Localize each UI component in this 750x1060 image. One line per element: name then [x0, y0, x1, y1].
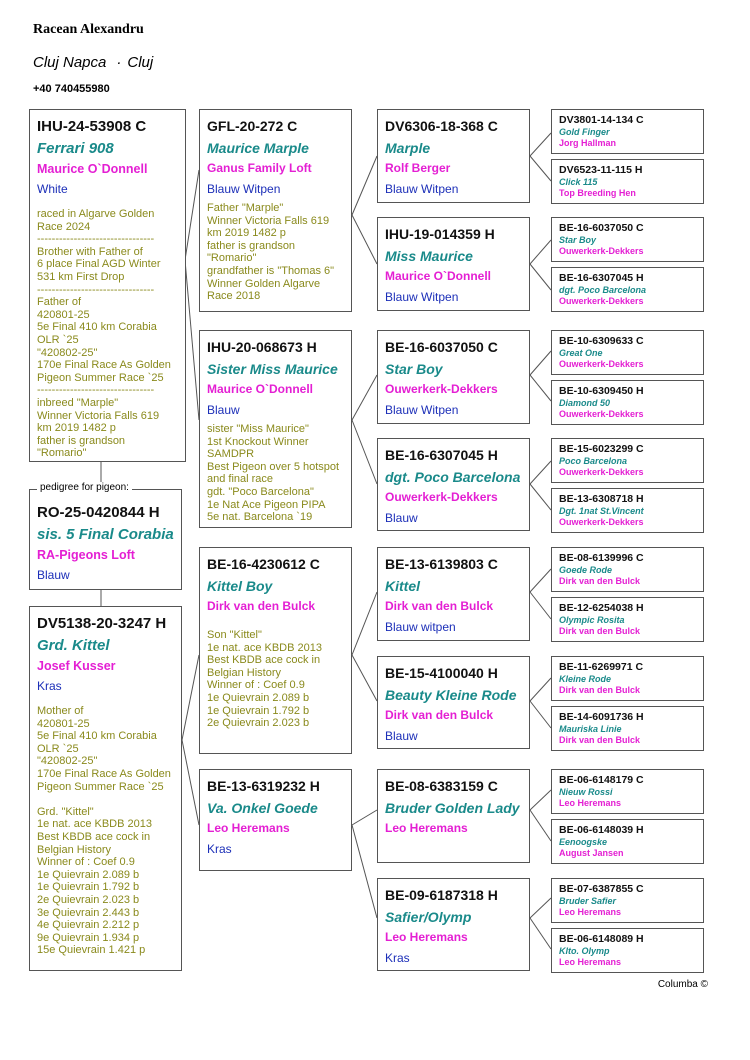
gg-ring: BE-15-4100040 H [385, 665, 498, 681]
grandparent-notes: sister "Miss Maurice" 1st Knockout Winner SAMDPR Best Pigeon over 5 hotspot and final race gdt. "Poco Barcelona" 1e Nat Ace Pigeon PIPA 5e nat. Barcelona `19 [207, 423, 340, 524]
great-grandparent-card[interactable] [377, 769, 530, 863]
connector-gp2-a [352, 375, 377, 420]
ggg-breeder: August Jansen [559, 848, 624, 858]
ggg-card[interactable] [551, 547, 704, 592]
father-breeder: Maurice O`Donnell [37, 162, 148, 176]
gg-ring: BE-13-6139803 C [385, 556, 498, 572]
ggg-name: Great One [559, 348, 603, 358]
ggg-breeder: Ouwerkerk-Dekkers [559, 467, 644, 477]
owner-phone: +40 740455980 [33, 83, 110, 95]
father-name: Ferrari 908 [37, 140, 114, 157]
copyright-footer: Columba © [657, 979, 708, 990]
ggg-ring: BE-06-6148089 H [559, 933, 644, 945]
great-grandparent-card[interactable] [377, 217, 530, 311]
mother-ring: DV5138-20-3247 H [37, 615, 167, 632]
connector-gg2-a [530, 240, 551, 264]
grandparent-color: Blauw Witpen [207, 182, 281, 196]
grandparent-color: Blauw [207, 403, 240, 417]
ggg-ring: BE-07-6387855 C [559, 883, 644, 895]
subject-breeder: RA-Pigeons Loft [37, 548, 135, 562]
ggg-ring: BE-12-6254038 H [559, 602, 644, 614]
ggg-breeder: Jorg Hallman [559, 138, 617, 148]
connector-gp4-a [352, 810, 377, 825]
ggg-card[interactable] [551, 819, 704, 864]
grandparent-ring: IHU-20-068673 H [207, 339, 317, 355]
gg-name: Marple [385, 140, 431, 156]
gg-ring: BE-09-6187318 H [385, 887, 498, 903]
ggg-card[interactable] [551, 488, 704, 533]
ggg-breeder: Leo Heremans [559, 957, 622, 967]
connector-gg2-b [530, 264, 551, 290]
ggg-card[interactable] [551, 597, 704, 642]
connector-gg3-b [530, 375, 551, 401]
location-separator: · [116, 54, 122, 71]
ggg-card[interactable] [551, 217, 704, 262]
ggg-ring: BE-13-6308718 H [559, 493, 644, 505]
grandparent-notes: Father "Marple" Winner Victoria Falls 619 km 2019 1482 p father is grandson "Romario" grandfather is "Thomas 6" Winner Golden Algarve Race 2018 [207, 202, 335, 303]
gg-color: Blauw [385, 511, 418, 525]
gg-name: Beauty Kleine Rode [385, 687, 517, 703]
great-grandparent-card[interactable] [377, 109, 530, 203]
gg-breeder: Dirk van den Bulck [385, 599, 494, 613]
connector-f-gf [185, 170, 199, 260]
gg-ring: BE-16-6037050 C [385, 339, 498, 355]
ggg-name: Star Boy [559, 235, 597, 245]
gg-name: Star Boy [385, 361, 443, 377]
great-grandparent-card[interactable] [377, 330, 530, 424]
mother-name: Grd. Kittel [37, 637, 110, 654]
gg-color: Blauw Witpen [385, 290, 459, 304]
ggg-breeder: Dirk van den Bulck [559, 685, 641, 695]
subject-card[interactable] [29, 489, 182, 590]
connector-gg5-a [530, 569, 551, 592]
ggg-ring: DV6523-11-115 H [559, 164, 643, 176]
gg-breeder: Maurice O`Donnell [385, 269, 492, 283]
subject-name: sis. 5 Final Corabia [37, 526, 174, 543]
grandparent-ring: BE-13-6319232 H [207, 778, 320, 794]
grandparent-card[interactable] [199, 769, 352, 871]
owner-name: Racean Alexandru [33, 22, 144, 37]
ggg-ring: BE-16-6037050 C [559, 222, 644, 234]
connector-gg6-b [530, 701, 551, 728]
ggg-ring: BE-06-6148039 H [559, 824, 644, 836]
connector-gp4-b [352, 825, 377, 918]
ggg-breeder: Ouwerkerk-Dekkers [559, 409, 644, 419]
father-card[interactable] [29, 109, 186, 462]
owner-city: Cluj Napca [33, 54, 107, 71]
ggg-name: Goede Rode [559, 565, 613, 575]
subject-ring: RO-25-0420844 H [37, 504, 160, 521]
ggg-breeder: Dirk van den Bulck [559, 626, 641, 636]
connector-gp3-b [352, 655, 377, 701]
ggg-ring: BE-11-6269971 C [559, 661, 644, 673]
connector-gg8-b [530, 918, 551, 949]
grandparent-name: Sister Miss Maurice [207, 361, 338, 377]
father-color: White [37, 182, 68, 196]
grandparent-breeder: Maurice O`Donnell [207, 382, 314, 396]
ggg-ring: BE-06-6148179 C [559, 774, 644, 786]
ggg-card[interactable] [551, 330, 704, 375]
gg-breeder: Ouwerkerk-Dekkers [385, 490, 498, 504]
mother-breeder: Josef Kusser [37, 659, 116, 673]
ggg-name: Gold Finger [559, 127, 610, 137]
grandparent-card[interactable] [199, 330, 352, 528]
ggg-name: Mauriska Linie [559, 724, 622, 734]
ggg-breeder: Leo Heremans [559, 907, 622, 917]
gg-color: Kras [385, 951, 410, 965]
ggg-name: Olympic Rosita [559, 615, 625, 625]
gg-breeder: Dirk van den Bulck [385, 708, 494, 722]
great-grandparent-card[interactable] [377, 878, 530, 971]
grandparent-card[interactable] [199, 109, 352, 312]
mother-notes: Mother of 420801-25 5e Final 410 km Corabia OLR `25 "420802-25" 170e Final Race As Golden Pigeon Summer Race `25 Grd. "Kittel" 1e nat. ace KBDB 2013 Best KBDB ace cock in Belgian History Winner of : Coef 0.9 1e Quievrain 2.089 b 1e Quievrain 1.792 b 2e Quievrain 2.023 b 3e Quievrain 2.443 b 4e Quievrain 2.212 p 9e Quievrain 1.934 p 15e Quievrain 1.421 p [37, 705, 171, 957]
grandparent-ring: GFL-20-272 C [207, 118, 298, 134]
grandparent-breeder: Leo Heremans [207, 821, 290, 835]
ggg-card[interactable] [551, 769, 704, 814]
subject-color: Blauw [37, 568, 70, 582]
ggg-name: Klto. Olymp [559, 946, 610, 956]
ggg-name: Click 115 [559, 177, 598, 187]
gg-breeder: Ouwerkerk-Dekkers [385, 382, 498, 396]
ggg-card[interactable] [551, 928, 704, 973]
ggg-breeder: Ouwerkerk-Dekkers [559, 517, 644, 527]
ggg-ring: BE-14-6091736 H [559, 711, 644, 723]
ggg-name: Eenoogske [559, 837, 608, 847]
grandparent-ring: BE-16-4230612 C [207, 556, 320, 572]
ggg-name: Poco Barcelona [559, 456, 628, 466]
connector-m-gm [182, 740, 199, 825]
ggg-name: dgt. Poco Barcelona [559, 285, 647, 295]
connector-gg7-a [530, 790, 551, 810]
great-grandparent-card[interactable] [377, 656, 530, 749]
ggg-name: Kleine Rode [559, 674, 612, 684]
connector-gg8-a [530, 898, 551, 918]
ggg-breeder: Ouwerkerk-Dekkers [559, 246, 644, 256]
ggg-name: Nieuw Rossi [559, 787, 613, 797]
connector-m-gf [182, 655, 199, 740]
great-grandparent-card[interactable] [377, 438, 530, 531]
ggg-card[interactable] [551, 878, 704, 923]
owner-region: Cluj [127, 54, 154, 71]
gg-name: Miss Maurice [385, 248, 473, 264]
ggg-breeder: Ouwerkerk-Dekkers [559, 296, 644, 306]
ggg-breeder: Top Breeding Hen [559, 188, 636, 198]
connector-gg1-b [530, 156, 551, 181]
grandparent-notes: Son "Kittel" 1e nat. ace KBDB 2013 Best KBDB ace cock in Belgian History Winner of : Coef 0.9 1e Quievrain 2.089 b 1e Quievrain 1.792 b 2e Quievrain 2.023 b [207, 629, 322, 730]
ggg-breeder: Dirk van den Bulck [559, 735, 641, 745]
connector-gp2-b [352, 420, 377, 484]
grandparent-breeder: Ganus Family Loft [207, 161, 312, 175]
gg-ring: BE-08-6383159 C [385, 778, 498, 794]
gg-color: Blauw witpen [385, 620, 456, 634]
gg-breeder: Leo Heremans [385, 821, 468, 835]
ggg-name: Dgt. 1nat St.Vincent [559, 506, 644, 516]
grandparent-name: Maurice Marple [207, 140, 309, 156]
connector-gp3-a [352, 592, 377, 655]
ggg-ring: BE-10-6309633 C [559, 335, 644, 347]
ggg-breeder: Dirk van den Bulck [559, 576, 641, 586]
father-ring: IHU-24-53908 C [37, 118, 147, 135]
ggg-ring: BE-15-6023299 C [559, 443, 644, 455]
gg-color: Blauw [385, 729, 418, 743]
connector-gg3-a [530, 351, 551, 375]
connector-gg1-a [530, 133, 551, 156]
connector-gg4-b [530, 484, 551, 510]
ggg-ring: BE-10-6309450 H [559, 385, 644, 397]
grandparent-breeder: Dirk van den Bulck [207, 599, 316, 613]
ggg-card[interactable] [551, 159, 704, 204]
ggg-card[interactable] [551, 267, 704, 312]
ggg-card[interactable] [551, 438, 704, 483]
gg-ring: IHU-19-014359 H [385, 226, 495, 242]
ggg-breeder: Ouwerkerk-Dekkers [559, 359, 644, 369]
ggg-ring: BE-16-6307045 H [559, 272, 644, 284]
grandparent-color: Kras [207, 842, 232, 856]
ggg-card[interactable] [551, 109, 704, 154]
great-grandparent-card[interactable] [377, 547, 530, 641]
pedigree-label: pedigree for pigeon: [37, 482, 132, 493]
gg-color: Blauw Witpen [385, 182, 459, 196]
ggg-name: Bruder Safier [559, 896, 617, 906]
connector-gg6-a [530, 678, 551, 701]
connector-gg7-b [530, 810, 551, 841]
ggg-name: Diamond 50 [559, 398, 611, 408]
connector-gg5-b [530, 592, 551, 619]
gg-name: Bruder Golden Lady [385, 800, 520, 816]
grandparent-name: Kittel Boy [207, 578, 273, 594]
gg-breeder: Rolf Berger [385, 161, 451, 175]
ggg-card[interactable] [551, 706, 704, 751]
ggg-ring: BE-08-6139996 C [559, 552, 644, 564]
gg-color: Blauw Witpen [385, 403, 459, 417]
gg-name: Kittel [385, 578, 420, 594]
connector-f-gm [185, 260, 199, 420]
mother-color: Kras [37, 679, 62, 693]
gg-name: dgt. Poco Barcelona [385, 469, 521, 485]
gg-name: Safier/Olymp [385, 909, 472, 925]
connector-gg4-a [530, 461, 551, 484]
ggg-ring: DV3801-14-134 C [559, 114, 644, 126]
gg-ring: DV6306-18-368 C [385, 118, 498, 134]
grandparent-name: Va. Onkel Goede [207, 800, 318, 816]
ggg-card[interactable] [551, 380, 704, 425]
grandparent-card[interactable] [199, 547, 352, 754]
gg-breeder: Leo Heremans [385, 930, 468, 944]
ggg-breeder: Leo Heremans [559, 798, 622, 808]
connector-gp1-a [352, 156, 377, 215]
mother-card[interactable] [29, 606, 182, 971]
ggg-card[interactable] [551, 656, 704, 701]
gg-ring: BE-16-6307045 H [385, 447, 498, 463]
connector-gp1-b [352, 215, 377, 264]
father-notes: raced in Algarve Golden Race 2024 -------------------------------- Brother with Father of 6 place Final AGD Winter 531 km First Drop -------------------------------- Father of 420801-25 5e Final 410 km Corabia OLR `25 "420802-25" 170e Final Race As Golden Pigeon Summer Race `25 -------------------------------- inbreed "Marple" Winner Victoria Falls 619 km 2019 1482 p father is grandson "Romario" [37, 208, 171, 460]
